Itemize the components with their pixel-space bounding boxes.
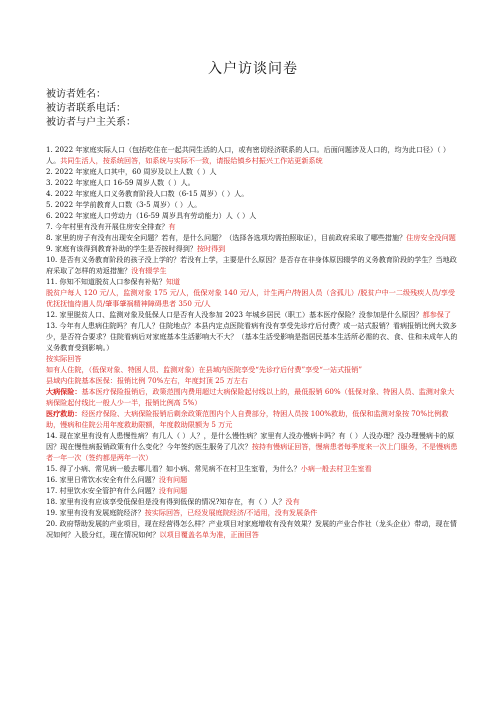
answer-11: 知道 (165, 277, 181, 286)
question-9: 9. 家庭有该得到教育补助的学生是否按时得到？按时得到 (46, 244, 226, 253)
note-13-major-illness: 大病保险：基本医疗保险报销后，政策范围内费用超过大病保险起付线以上的，最低报销 60%（低保对象、特困人员、监测对象大病保险起付线比一般人少一半，报销比例高 5%） (46, 387, 455, 407)
respondent-relation-field: 被访者与户主关系： (46, 117, 136, 128)
question-13: 13. 今年有人患病住院吗？有几人？住院地点？本县内定点医院看病有没有享受先诊疗后付费？或一站式报销？看病报销比例大致多少，是否符合要求？住院看病后对家庭基本生活影响大不大？（基本生活受影响是指居民基本生活所必需的衣、食、住和未成年人的义务教育受到影响。） (46, 321, 458, 352)
answer-20: 以项目覆盖名单为准，正面回答 (159, 530, 259, 539)
question-1: 1. 2022 年家庭实际人口（包括吃住在一起共同生活的人口，或有密切经济联系的人口。后面问题涉及人口的，均为此口径）（ ）人。共同生活人，按系统回答，如系统与实际不一致，请报给镇乡村振兴工作站更新系统 (46, 145, 451, 165)
answer-18: 没有 (285, 497, 300, 506)
respondent-phone-field: 被访者联系电话： (46, 103, 126, 114)
question-3: 3. 2022 年家庭人口 16-59 周岁人数（ ）人。 (46, 178, 195, 187)
question-8: 8. 家里的房子有没有出现安全问题？若有，是什么问题？（选择各选项均需拍照取证），目前政府采取了哪些措施？住房安全没问题 (46, 233, 456, 242)
note-13-inpatient: 如有人住院，（低保对象、特困人员、监测对象）在县域内医院享受“先诊疗后付费”享受“一站式报销” (46, 365, 362, 374)
question-11: 11. 你知不知道脱贫人口参保有补贴？知道 (46, 277, 181, 286)
answer-7: 有 (168, 222, 176, 231)
page-title: 入户访谈问卷 (208, 61, 298, 77)
answer-13: 按实际回答 (46, 354, 82, 363)
answer-10: 没有辍学生 (131, 266, 167, 275)
note-11-subsidy: 脱贫户每人 120 元/人，监测对象 175 元/人，低保对象 140 元/人，计生两户/特困人员（含孤儿）/脱贫户中一二级残疾人员/享受优抚抚恤待遇人员/肇事肇祸精神障碍患者 350 元/人 (46, 288, 455, 308)
question-18: 18. 家里有没有应该享受低保但是没有得到低保的情况?知存在，有（ ）人？没有 (46, 497, 300, 506)
answer-17: 没有问题 (158, 486, 188, 495)
respondent-info (46, 88, 460, 130)
question-14: 14. 现在家里有没有人患慢性病？有几人（ ）人？，是什么慢性病？家里有人没办慢病卡吗？有（ ）人没办理？没办理慢病卡的原因？现在慢性病报销政策有什么变化？今年签约医生服务了几次？按持有慢病证回答，慢病患者每季度来一次上门服务，不是慢病患者一年一次（签约都是两年一次） (46, 431, 458, 462)
answer-16: 没有问题 (158, 475, 188, 484)
answer-19: 按实际回答，已经发展庭院经济/不适用，没有发展条件 (144, 508, 318, 517)
question-20: 20. 政府帮助发展的产业项目，现在经营得怎么样？产业项目对家庭增收有没有效果？发展的产业合作社（龙头企业）带动，现在情况如何？入股分红，现在情况如何？以项目覆盖名单为准，正面回答 (46, 519, 457, 539)
question-16: 16. 家里日常饮水安全有什么问题？没有问题 (46, 475, 188, 484)
question-12: 12. 家里脱贫人口、监测对象及低保人口是否有人没参加 2023 年城乡居民（职工）基本医疗保险？没参加是什么原因？都参保了 (46, 310, 451, 319)
question-2: 2. 2022 年家庭人口其中，60 周岁及以上人数（ ）人 (46, 167, 217, 176)
question-17: 17. 村里饮水安全管护有什么问题？没有问题 (46, 486, 188, 495)
question-list (46, 144, 460, 540)
question-15: 15. 得了小病、常见病一般去哪儿看？如小病、常见病不在村卫生室看，为什么？小病一般去村卫生室看 (46, 464, 372, 473)
answer-8: 住房安全没问题 (406, 233, 456, 242)
answer-12: 都参保了 (422, 310, 451, 319)
question-19: 19. 家里有没有发展庭院经济？按实际回答，已经发展庭院经济/不适用，没有发展条件 (46, 508, 318, 517)
answer-9: 按时得到 (196, 244, 226, 253)
question-6: 6. 2022 年家庭人口劳动力（16-59 周岁具有劳动能力）人（ ）人 (46, 211, 257, 220)
answer-14: 按持有慢病证回答，慢病患者每季度来一次上门服务，不是慢病患者一年一次（签约都是两年一次） (46, 442, 458, 462)
question-7: 7. 今年村里有没有开展住房安全排查？有 (46, 222, 176, 231)
answer-15: 小病一般去村卫生室看 (300, 464, 372, 473)
question-5: 5. 2022 年学前教育人口数（3-5 周岁）（ ）人。 (46, 200, 202, 209)
respondent-name-field: 被访者姓名： (46, 89, 106, 100)
question-4: 4. 2022 年家庭人口义务教育阶段人口数（6-15 周岁）（ ）人。 (46, 189, 249, 198)
note-13-basic-insurance: 县域内住院基本医保：报销比例 70%左右，年度封顶 25 万左右 (46, 376, 248, 385)
answer-1: 共同生活人，按系统回答，如系统与实际不一致，请报给镇乡村振兴工作站更新系统 (60, 156, 323, 165)
note-13-medical-aid: 医疗救助：经医疗保险、大病保险报销后剩余政策范围内个人自费部分，特困人员按 100%救助，低保和监测对象按 70%比例救助，慢病和住院公用年度救助限额，年度救助限额为 5 万元 (46, 409, 449, 429)
question-10: 10. 是否有义务教育阶段的孩子没上学的？若没有上学，主要是什么原因？是否存在非身体原因辍学的义务教育阶段的学生？当地政府采取了怎样的劝返措施？没有辍学生 (46, 255, 457, 275)
